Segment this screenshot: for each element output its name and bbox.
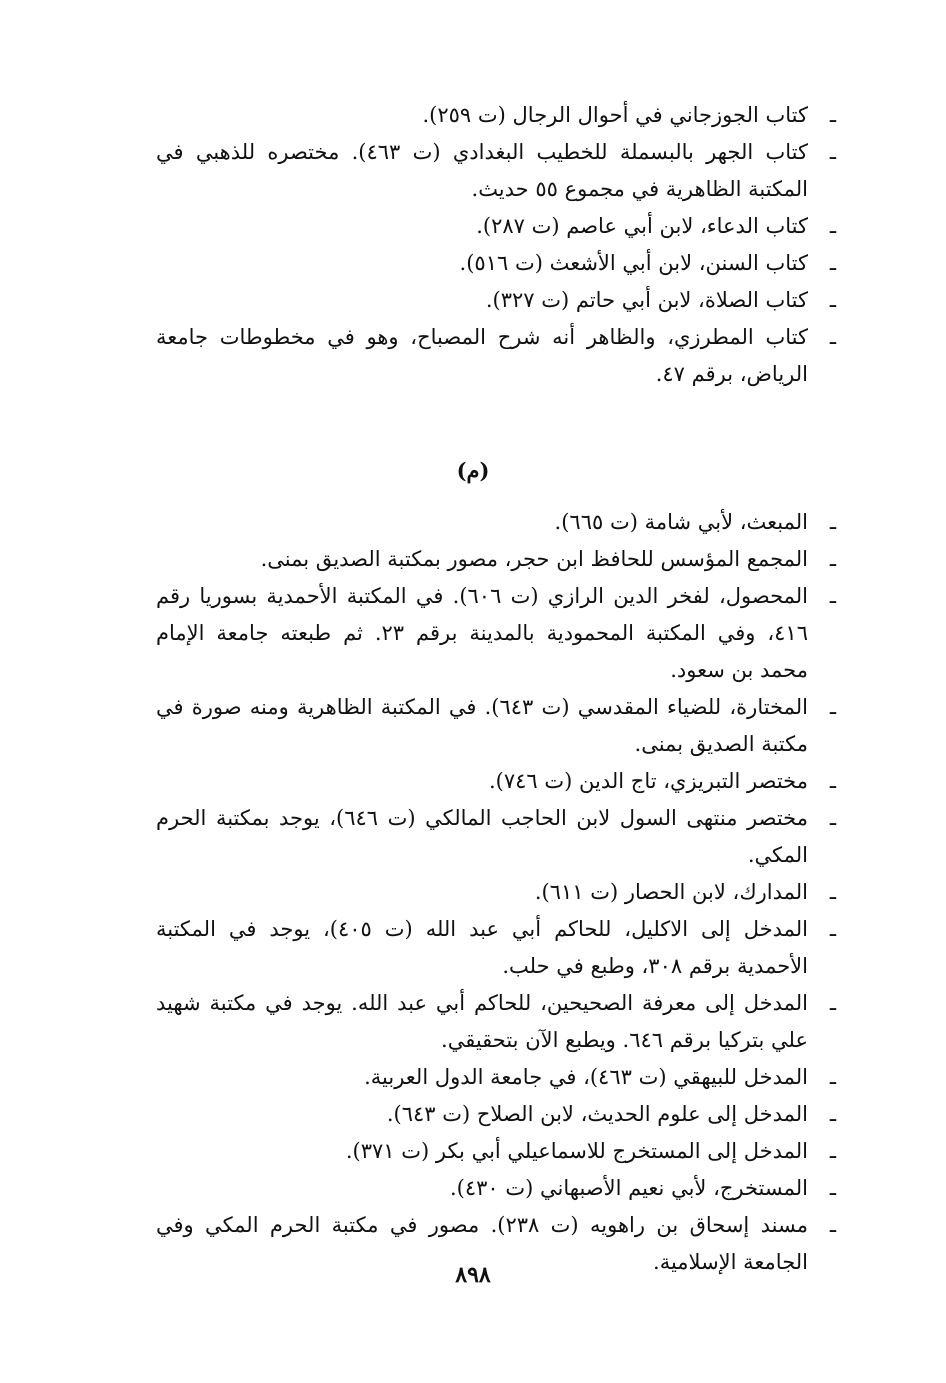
bullet-dash: ـ xyxy=(829,1065,836,1089)
bullet-dash: ـ xyxy=(829,1176,836,1200)
bullet-dash: ـ xyxy=(829,325,836,349)
list-item xyxy=(156,245,836,282)
bullet-dash: ـ xyxy=(829,214,836,238)
bullet-dash: ـ xyxy=(829,769,836,793)
list-item xyxy=(156,134,836,208)
bullet-dash: ـ xyxy=(829,880,836,904)
page-number: ٨٩٨ xyxy=(455,1262,491,1288)
entry-text: المحصول، لفخر الدين الرازي (ت ٦٠٦). في المكتبة الأحمدية بسوريا رقم ٤١٦، وفي المكتبة المحمودية بالمدينة برقم ٢٣. ثم طبعته جامعة الإمام محمد بن سعود. xyxy=(156,584,808,682)
entry-text: المدخل للبيهقي (ت ٤٦٣)، في جامعة الدول العربية. xyxy=(364,1065,808,1089)
bibliography-list-mim xyxy=(156,504,836,1281)
list-item xyxy=(156,874,836,911)
bullet-dash: ـ xyxy=(829,251,836,275)
bullet-dash: ـ xyxy=(829,991,836,1015)
list-item xyxy=(156,1170,836,1207)
entry-text: المبعث، لأبي شامة (ت ٦٦٥). xyxy=(554,510,808,534)
bullet-dash: ـ xyxy=(829,806,836,830)
bullet-dash: ـ xyxy=(829,510,836,534)
list-item xyxy=(156,208,836,245)
entry-text: المدخل إلى علوم الحديث، لابن الصلاح (ت ٦٤٣). xyxy=(386,1102,808,1126)
list-item xyxy=(156,319,836,393)
entry-text: مسند إسحاق بن راهويه (ت ٢٣٨). مصور في مكتبة الحرم المكي وفي الجامعة الإسلامية. xyxy=(156,1213,808,1274)
bullet-dash: ـ xyxy=(829,917,836,941)
bullet-dash: ـ xyxy=(829,1213,836,1237)
list-item xyxy=(156,985,836,1059)
entry-text: مختصر التبريزي، تاج الدين (ت ٧٤٦). xyxy=(488,769,808,793)
bullet-dash: ـ xyxy=(829,695,836,719)
entry-text: المجمع المؤسس للحافظ ابن حجر، مصور بمكتبة الصديق بمنى. xyxy=(260,547,808,571)
list-item xyxy=(156,97,836,134)
bullet-dash: ـ xyxy=(829,547,836,571)
list-item xyxy=(156,763,836,800)
list-item xyxy=(156,1096,836,1133)
bullet-dash: ـ xyxy=(829,288,836,312)
list-item xyxy=(156,282,836,319)
list-item xyxy=(156,689,836,763)
list-item xyxy=(156,911,836,985)
list-item xyxy=(156,800,836,874)
bullet-dash: ـ xyxy=(829,103,836,127)
entry-text: كتاب الجوزجاني في أحوال الرجال (ت ٢٥٩). xyxy=(422,103,808,127)
entry-text: كتاب السنن، لابن أبي الأشعث (ت ٥١٦). xyxy=(459,251,808,275)
list-item xyxy=(156,541,836,578)
section-heading-mim: (م) xyxy=(456,458,490,483)
bullet-dash: ـ xyxy=(829,1139,836,1163)
entry-text: المختارة، للضياء المقدسي (ت ٦٤٣). في المكتبة الظاهرية ومنه صورة في مكتبة الصديق بمنى. xyxy=(156,695,808,756)
entry-text: المستخرج، لأبي نعيم الأصبهاني (ت ٤٣٠). xyxy=(450,1176,808,1200)
bullet-dash: ـ xyxy=(829,1102,836,1126)
entry-text: المدخل إلى معرفة الصحيحين، للحاكم أبي عبد الله. يوجد في مكتبة شهيد علي بتركيا برقم ٦٤٦. ويطبع الآن بتحقيقي. xyxy=(156,991,808,1052)
entry-text: كتاب المطرزي، والظاهر أنه شرح المصباح، وهو في مخطوطات جامعة الرياض، برقم ٤٧. xyxy=(156,325,808,386)
entry-text: المدخل إلى المستخرج للاسماعيلي أبي بكر (ت ٣٧١). xyxy=(345,1139,808,1163)
list-item xyxy=(156,1133,836,1170)
entry-text: كتاب الدعاء، لابن أبي عاصم (ت ٢٨٧). xyxy=(476,214,808,238)
entry-text: كتاب الصلاة، لابن أبي حاتم (ت ٣٢٧). xyxy=(485,288,808,312)
list-item xyxy=(156,504,836,541)
entry-text: مختصر منتهى السول لابن الحاجب المالكي (ت ٦٤٦)، يوجد بمكتبة الحرم المكي. xyxy=(156,806,808,867)
entry-text: المدخل إلى الاكليل، للحاكم أبي عبد الله (ت ٤٠٥)، يوجد في المكتبة الأحمدية برقم ٣٠٨، وطبع في حلب. xyxy=(156,917,809,978)
entry-text: كتاب الجهر بالبسملة للخطيب البغدادي (ت ٤٦٣). مختصره للذهبي في المكتبة الظاهرية في مجموع ٥٥ حديث. xyxy=(156,140,808,201)
list-item xyxy=(156,1059,836,1096)
bibliography-list-kaf xyxy=(156,97,836,393)
entry-text: المدارك، لابن الحصار (ت ٦١١). xyxy=(534,880,808,904)
bullet-dash: ـ xyxy=(829,584,836,608)
bullet-dash: ـ xyxy=(829,140,836,164)
list-item xyxy=(156,578,836,689)
